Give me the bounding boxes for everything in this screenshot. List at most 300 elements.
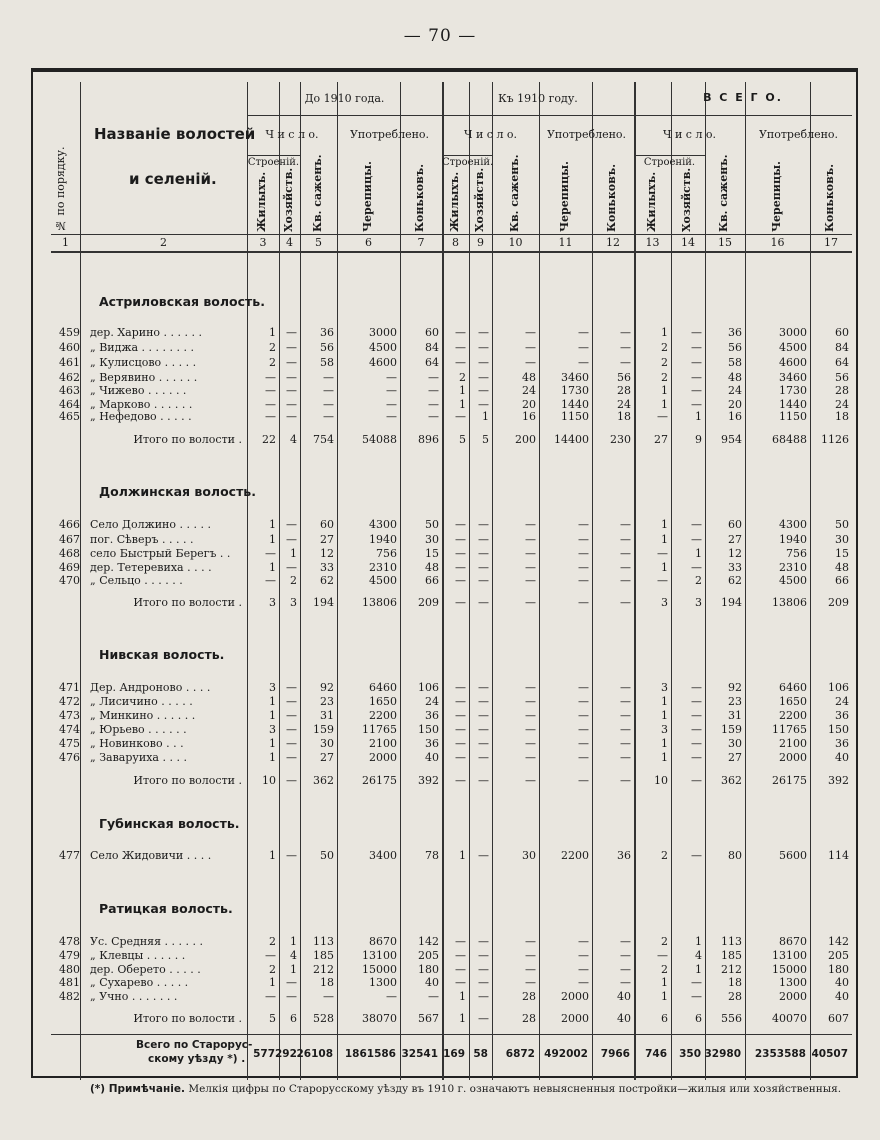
buildings-header: Строеній. bbox=[442, 157, 494, 168]
table-row-number: 466 bbox=[59, 518, 80, 531]
table-row-cell: 33 bbox=[728, 561, 742, 574]
table-row-cell: — bbox=[691, 341, 702, 354]
table-row-cell: 2000 bbox=[369, 751, 397, 764]
table-row-cell: — bbox=[478, 737, 489, 750]
grand-total-cell: 58 bbox=[473, 1048, 488, 1060]
column-number: 7 bbox=[417, 236, 425, 249]
table-row-name: дер. Оберето . . . . . bbox=[90, 963, 201, 976]
table-row-cell: 80 bbox=[728, 849, 742, 862]
table-row-cell: 185 bbox=[721, 949, 742, 962]
group-in-1910: Къ 1910 году. bbox=[498, 92, 578, 105]
volost-total-cell: 5 bbox=[269, 1012, 276, 1025]
table-row-number: 473 bbox=[59, 709, 80, 722]
table-row-cell: 1 bbox=[661, 695, 668, 708]
table-row-cell: — bbox=[578, 533, 589, 546]
table-row-cell: 1730 bbox=[779, 384, 807, 397]
table-row-cell: — bbox=[286, 849, 297, 862]
volost-total-cell: — bbox=[286, 774, 297, 787]
table-row-cell: 2 bbox=[661, 963, 668, 976]
table-row-cell: — bbox=[455, 356, 466, 369]
volost-total-cell: 1126 bbox=[821, 433, 849, 446]
table-row-cell: 31 bbox=[320, 709, 334, 722]
volost-total-cell: — bbox=[691, 774, 702, 787]
table-row-cell: 3460 bbox=[779, 371, 807, 384]
table-row-cell: — bbox=[525, 723, 536, 736]
table-row-cell: 1 bbox=[695, 410, 702, 423]
column-number: 15 bbox=[718, 236, 732, 249]
used-header: Употреблено. bbox=[349, 128, 430, 141]
table-row-cell: — bbox=[265, 398, 276, 411]
table-row-cell: 1 bbox=[661, 533, 668, 546]
table-row-cell: — bbox=[578, 356, 589, 369]
volost-total-cell: 5 bbox=[482, 433, 489, 446]
stroeniy-rule bbox=[442, 155, 492, 156]
table-row-cell: 28 bbox=[835, 384, 849, 397]
volost-total-cell: 54088 bbox=[362, 433, 397, 446]
table-row-cell: — bbox=[578, 723, 589, 736]
column-number: 13 bbox=[645, 236, 660, 249]
table-row-cell: 12 bbox=[320, 547, 334, 560]
table-row-cell: 50 bbox=[425, 518, 439, 531]
table-row-cell: 64 bbox=[425, 356, 439, 369]
table-row-cell: 1 bbox=[661, 976, 668, 989]
table-row-cell: 159 bbox=[721, 723, 742, 736]
table-row-cell: 1 bbox=[459, 849, 466, 862]
table-row-cell: 180 bbox=[828, 963, 849, 976]
table-row-cell: 31 bbox=[728, 709, 742, 722]
table-row-cell: 205 bbox=[418, 949, 439, 962]
table-row-cell: 18 bbox=[835, 410, 849, 423]
table-row-cell: 1300 bbox=[779, 976, 807, 989]
table-row-cell: 1940 bbox=[779, 533, 807, 546]
table-row-cell: 159 bbox=[313, 723, 334, 736]
tiles-header: Черепицы. bbox=[769, 161, 783, 232]
table-row-cell: 1150 bbox=[561, 410, 589, 423]
table-row-cell: — bbox=[478, 384, 489, 397]
table-row-cell: — bbox=[286, 751, 297, 764]
table-row-cell: — bbox=[578, 949, 589, 962]
column-number: 11 bbox=[558, 236, 573, 249]
table-row-cell: — bbox=[286, 410, 297, 423]
table-row-cell: — bbox=[455, 681, 466, 694]
table-row-cell: 113 bbox=[721, 935, 742, 948]
table-row-cell: — bbox=[620, 709, 631, 722]
table-row-cell: 1 bbox=[269, 976, 276, 989]
farm-buildings-header: Хозяйств. bbox=[281, 167, 295, 232]
table-row-cell: 40 bbox=[425, 751, 439, 764]
dwellings-header: Жилыхъ. bbox=[255, 171, 268, 232]
table-row-cell: 2 bbox=[269, 356, 276, 369]
table-row-number: 463 bbox=[59, 384, 80, 397]
table-row-cell: 13100 bbox=[772, 949, 807, 962]
table-row-cell: — bbox=[286, 371, 297, 384]
table-row-cell: — bbox=[578, 561, 589, 574]
volost-total-cell: 230 bbox=[610, 433, 631, 446]
table-row-cell: — bbox=[525, 518, 536, 531]
table-row-cell: — bbox=[478, 949, 489, 962]
volost-total-cell: 5 bbox=[459, 433, 466, 446]
column-number: 12 bbox=[606, 236, 620, 249]
table-row-cell: — bbox=[455, 547, 466, 560]
table-row-cell: 56 bbox=[728, 341, 742, 354]
table-row-cell: 1 bbox=[661, 398, 668, 411]
volost-total-cell: 209 bbox=[828, 596, 849, 609]
table-row-cell: 16 bbox=[522, 410, 536, 423]
table-row-cell: 2 bbox=[661, 371, 668, 384]
table-row-cell: 1 bbox=[459, 990, 466, 1003]
table-row-cell: 92 bbox=[728, 681, 742, 694]
volost-total-cell: 3 bbox=[661, 596, 668, 609]
table-row-name: Ус. Средняя . . . . . . bbox=[90, 935, 204, 948]
table-row-cell: — bbox=[323, 371, 334, 384]
table-row-cell: 58 bbox=[320, 356, 334, 369]
table-row-cell: 27 bbox=[320, 533, 334, 546]
table-row-cell: — bbox=[286, 356, 297, 369]
table-row-number: 478 bbox=[59, 935, 80, 948]
table-row-cell: — bbox=[620, 561, 631, 574]
table-row-cell: — bbox=[525, 709, 536, 722]
table-row-cell: 60 bbox=[835, 326, 849, 339]
volost-total-cell: 4 bbox=[290, 433, 297, 446]
table-row-name: „ Лисичино . . . . . bbox=[90, 695, 193, 708]
volost-total-label: Итого по волости . bbox=[133, 433, 242, 446]
table-row-cell: — bbox=[657, 949, 668, 962]
table-row-cell: — bbox=[455, 326, 466, 339]
table-row-cell: — bbox=[286, 695, 297, 708]
table-row-cell: — bbox=[578, 935, 589, 948]
table-row-cell: — bbox=[525, 935, 536, 948]
table-row-cell: — bbox=[578, 326, 589, 339]
table-row-cell: 1 bbox=[695, 935, 702, 948]
table-row-cell: — bbox=[525, 949, 536, 962]
volost-total-cell: 10 bbox=[262, 774, 276, 787]
volost-total-cell: — bbox=[578, 596, 589, 609]
table-row-cell: — bbox=[428, 990, 439, 1003]
table-row-cell: 2 bbox=[661, 356, 668, 369]
footnote-text: Мелкія цифры по Старорусскому уѣзду въ 1910 г. означаютъ невыясненныя постройки—жилыя или хозяйственныя. bbox=[188, 1083, 842, 1095]
table-row-cell: 4300 bbox=[779, 518, 807, 531]
grand-total-cell: 2353588 bbox=[754, 1048, 806, 1060]
table-row-cell: 1 bbox=[695, 963, 702, 976]
volost-title: Астриловская волость. bbox=[99, 294, 265, 309]
column-number: 1 bbox=[62, 236, 69, 249]
table-row-cell: 756 bbox=[786, 547, 807, 560]
table-row-cell: — bbox=[478, 751, 489, 764]
table-row-cell: 180 bbox=[418, 963, 439, 976]
table-row-name: „ Виджа . . . . . . . . bbox=[90, 341, 195, 354]
table-row-cell: — bbox=[478, 976, 489, 989]
group-before-1910: До 1910 года. bbox=[304, 92, 385, 105]
table-row-cell: 2000 bbox=[779, 990, 807, 1003]
volost-total-cell: 607 bbox=[828, 1012, 849, 1025]
sq-sazhen-header: Кв. саженъ. bbox=[507, 154, 521, 232]
table-row-cell: 24 bbox=[425, 695, 439, 708]
table-row-name: „ Марково . . . . . . bbox=[90, 398, 193, 411]
table-row-cell: — bbox=[286, 384, 297, 397]
table-row-cell: 1 bbox=[269, 751, 276, 764]
table-row-cell: — bbox=[620, 695, 631, 708]
table-row-cell: 4600 bbox=[369, 356, 397, 369]
table-row-cell: 40 bbox=[835, 751, 849, 764]
table-row-name: „ Новинково . . . bbox=[90, 737, 184, 750]
table-row-cell: 1 bbox=[269, 695, 276, 708]
column-number: 14 bbox=[681, 236, 695, 249]
table-row-cell: 36 bbox=[425, 737, 439, 750]
table-row-cell: 4500 bbox=[369, 574, 397, 587]
statistics-table bbox=[31, 68, 858, 1078]
volost-total-cell: 3 bbox=[290, 596, 297, 609]
table-row-cell: 1 bbox=[661, 737, 668, 750]
volost-total-cell: 14400 bbox=[554, 433, 589, 446]
table-row-cell: 1 bbox=[482, 410, 489, 423]
ridge-tiles-header: Коньковъ. bbox=[413, 163, 426, 232]
footnote bbox=[90, 1083, 841, 1095]
table-row-cell: — bbox=[620, 341, 631, 354]
volost-total-cell: 6 bbox=[695, 1012, 702, 1025]
table-row-cell: — bbox=[428, 384, 439, 397]
table-row-cell: 1 bbox=[661, 990, 668, 1003]
table-row-cell: 36 bbox=[835, 709, 849, 722]
table-row-cell: 33 bbox=[320, 561, 334, 574]
table-row-cell: 23 bbox=[320, 695, 334, 708]
table-row-cell: 212 bbox=[313, 963, 334, 976]
table-row-cell: — bbox=[455, 410, 466, 423]
table-row-cell: 3000 bbox=[369, 326, 397, 339]
table-row-cell: — bbox=[455, 533, 466, 546]
table-row-cell: — bbox=[620, 518, 631, 531]
table-row-cell: — bbox=[620, 976, 631, 989]
table-row-cell: — bbox=[525, 547, 536, 560]
table-row-cell: 40 bbox=[617, 990, 631, 1003]
table-row-cell: — bbox=[428, 371, 439, 384]
table-row-cell: — bbox=[620, 547, 631, 560]
table-row-cell: — bbox=[386, 384, 397, 397]
table-row-cell: 106 bbox=[418, 681, 439, 694]
volost-total-cell: 13806 bbox=[772, 596, 807, 609]
table-row-number: 465 bbox=[59, 410, 80, 423]
table-row-cell: 30 bbox=[728, 737, 742, 750]
used-header: Употреблено. bbox=[758, 128, 839, 141]
volost-total-cell: 40 bbox=[617, 1012, 631, 1025]
table-row-cell: 2000 bbox=[779, 751, 807, 764]
tiles-header: Черепицы. bbox=[557, 161, 571, 232]
table-row-cell: 1 bbox=[269, 561, 276, 574]
volost-total-cell: 194 bbox=[721, 596, 742, 609]
table-row-cell: 11765 bbox=[362, 723, 397, 736]
table-row-cell: — bbox=[578, 341, 589, 354]
table-row-name: пог. Сѣверъ . . . . . bbox=[90, 533, 194, 546]
sq-sazhen-header: Кв. саженъ. bbox=[717, 154, 730, 232]
table-row-cell: 18 bbox=[617, 410, 631, 423]
table-row-cell: 60 bbox=[425, 326, 439, 339]
buildings-header: Строеній. bbox=[643, 157, 696, 168]
volost-total-cell: 567 bbox=[418, 1012, 439, 1025]
table-row-cell: 24 bbox=[728, 384, 742, 397]
table-row-cell: 2200 bbox=[561, 849, 589, 862]
volost-total-cell: 392 bbox=[828, 774, 849, 787]
table-row-name: Село Жидовичи . . . . bbox=[90, 849, 212, 862]
table-row-cell: — bbox=[455, 341, 466, 354]
table-row-cell: 4600 bbox=[779, 356, 807, 369]
table-row-cell: — bbox=[578, 709, 589, 722]
table-row-cell: 15000 bbox=[772, 963, 807, 976]
table-row-cell: — bbox=[478, 681, 489, 694]
table-row-cell: — bbox=[478, 709, 489, 722]
volost-total-cell: 3 bbox=[695, 596, 702, 609]
table-row-cell: — bbox=[455, 949, 466, 962]
table-row-cell: — bbox=[620, 681, 631, 694]
volost-total-cell: 22 bbox=[262, 433, 276, 446]
table-row-cell: — bbox=[455, 963, 466, 976]
table-row-name: „ Сухарево . . . . . bbox=[90, 976, 189, 989]
table-row-cell: 4 bbox=[695, 949, 702, 962]
table-row-cell: 6460 bbox=[369, 681, 397, 694]
table-row-cell: 3 bbox=[269, 723, 276, 736]
table-row-cell: — bbox=[620, 737, 631, 750]
farm-buildings-header: Хозяйств. bbox=[472, 167, 486, 232]
table-row-cell: — bbox=[265, 949, 276, 962]
table-row-cell: 20 bbox=[522, 398, 536, 411]
table-row-cell: 1650 bbox=[369, 695, 397, 708]
table-row-cell: 62 bbox=[728, 574, 742, 587]
table-row-cell: 1150 bbox=[779, 410, 807, 423]
used-header: Употреблено. bbox=[546, 128, 627, 141]
table-row-cell: 58 bbox=[728, 356, 742, 369]
table-row-cell: — bbox=[286, 681, 297, 694]
table-row-cell: 40 bbox=[835, 990, 849, 1003]
table-row-name: „ Юрьево . . . . . . bbox=[90, 723, 187, 736]
ridge-tiles-header: Коньковъ. bbox=[823, 163, 836, 232]
ridge-tiles-header: Коньковъ. bbox=[605, 163, 618, 232]
table-row-cell: 15 bbox=[835, 547, 849, 560]
table-row-cell: 1 bbox=[661, 326, 668, 339]
grand-total-cell: 26108 bbox=[296, 1048, 333, 1060]
table-row-cell: — bbox=[478, 533, 489, 546]
table-row-cell: — bbox=[386, 371, 397, 384]
table-row-cell: — bbox=[525, 695, 536, 708]
volost-total-cell: 2000 bbox=[561, 1012, 589, 1025]
table-row-number: 470 bbox=[59, 574, 80, 587]
table-row-cell: 1730 bbox=[561, 384, 589, 397]
table-row-cell: 28 bbox=[617, 384, 631, 397]
table-row-cell: 18 bbox=[728, 976, 742, 989]
volost-title: Нивская волость. bbox=[99, 647, 225, 662]
table-row-cell: 11765 bbox=[772, 723, 807, 736]
column-number: 16 bbox=[770, 236, 785, 249]
volost-total-label: Итого по волости . bbox=[133, 596, 242, 609]
volost-title: Губинская волость. bbox=[99, 816, 240, 831]
table-row-cell: 1 bbox=[269, 533, 276, 546]
number-row-rule bbox=[51, 251, 852, 253]
column-number: 9 bbox=[477, 236, 484, 249]
table-row-cell: — bbox=[620, 533, 631, 546]
table-row-cell: — bbox=[478, 518, 489, 531]
table-row-cell: — bbox=[691, 518, 702, 531]
table-row-cell: — bbox=[455, 518, 466, 531]
table-row-cell: — bbox=[525, 356, 536, 369]
table-row-cell: 24 bbox=[835, 695, 849, 708]
table-row-cell: — bbox=[525, 341, 536, 354]
column-number: 4 bbox=[286, 236, 293, 249]
page-number: — 70 — bbox=[403, 26, 477, 46]
table-row-cell: — bbox=[265, 410, 276, 423]
table-row-cell: 1 bbox=[695, 547, 702, 560]
table-row-cell: — bbox=[525, 561, 536, 574]
volost-total-cell: — bbox=[478, 596, 489, 609]
table-row-cell: 1 bbox=[459, 384, 466, 397]
table-row-cell: — bbox=[286, 723, 297, 736]
table-row-cell: — bbox=[478, 574, 489, 587]
table-row-number: 479 bbox=[59, 949, 80, 962]
table-row-cell: 1 bbox=[661, 751, 668, 764]
table-row-cell: 64 bbox=[835, 356, 849, 369]
tiles-header: Черепицы. bbox=[360, 161, 374, 232]
table-row-cell: — bbox=[428, 398, 439, 411]
table-row-cell: — bbox=[478, 398, 489, 411]
table-row-name: „ Сельцо . . . . . . bbox=[90, 574, 183, 587]
table-row-cell: — bbox=[691, 723, 702, 736]
table-row-cell: 1440 bbox=[561, 398, 589, 411]
table-row-cell: 2 bbox=[269, 341, 276, 354]
column-number: 8 bbox=[452, 236, 459, 249]
table-row-cell: — bbox=[691, 709, 702, 722]
volost-total-cell: 38070 bbox=[362, 1012, 397, 1025]
table-row-cell: — bbox=[455, 561, 466, 574]
grand-total-cell: 292 bbox=[275, 1048, 297, 1060]
volost-total-cell: 194 bbox=[313, 596, 334, 609]
table-row-cell: — bbox=[286, 326, 297, 339]
volost-total-cell: 896 bbox=[418, 433, 439, 446]
table-row-cell: — bbox=[478, 990, 489, 1003]
volost-total-cell: 556 bbox=[721, 1012, 742, 1025]
table-row-cell: — bbox=[620, 574, 631, 587]
table-row-cell: — bbox=[691, 561, 702, 574]
volost-total-cell: — bbox=[455, 596, 466, 609]
table-row-cell: 113 bbox=[313, 935, 334, 948]
table-row-cell: 4500 bbox=[779, 341, 807, 354]
table-row-cell: 27 bbox=[728, 533, 742, 546]
volost-total-cell: 1 bbox=[459, 1012, 466, 1025]
table-row-cell: 2310 bbox=[779, 561, 807, 574]
volost-total-cell: 954 bbox=[721, 433, 742, 446]
table-row-cell: 20 bbox=[728, 398, 742, 411]
table-row-cell: — bbox=[286, 398, 297, 411]
table-row-cell: 2 bbox=[459, 371, 466, 384]
table-row-cell: — bbox=[620, 723, 631, 736]
table-row-cell: 30 bbox=[425, 533, 439, 546]
table-row-number: 481 bbox=[59, 976, 80, 989]
table-row-name: дер. Харино . . . . . . bbox=[90, 326, 202, 339]
table-row-name: „ Нефедово . . . . . bbox=[90, 410, 192, 423]
table-row-cell: — bbox=[478, 695, 489, 708]
table-row-cell: — bbox=[455, 751, 466, 764]
table-row-name: „ Учно . . . . . . . bbox=[90, 990, 178, 1003]
table-row-cell: — bbox=[478, 561, 489, 574]
table-row-cell: 185 bbox=[313, 949, 334, 962]
table-row-cell: — bbox=[525, 533, 536, 546]
grand-total-cell: 6872 bbox=[505, 1048, 535, 1060]
table-row-cell: 1 bbox=[269, 326, 276, 339]
table-row-cell: — bbox=[286, 341, 297, 354]
table-row-cell: 30 bbox=[320, 737, 334, 750]
table-row-cell: — bbox=[265, 384, 276, 397]
table-row-cell: 36 bbox=[425, 709, 439, 722]
column-number: 10 bbox=[508, 236, 523, 249]
dwellings-header: Жилыхъ. bbox=[447, 171, 461, 232]
table-row-cell: — bbox=[386, 398, 397, 411]
volost-total-cell: 10 bbox=[654, 774, 668, 787]
grand-total-rule bbox=[51, 1034, 852, 1035]
